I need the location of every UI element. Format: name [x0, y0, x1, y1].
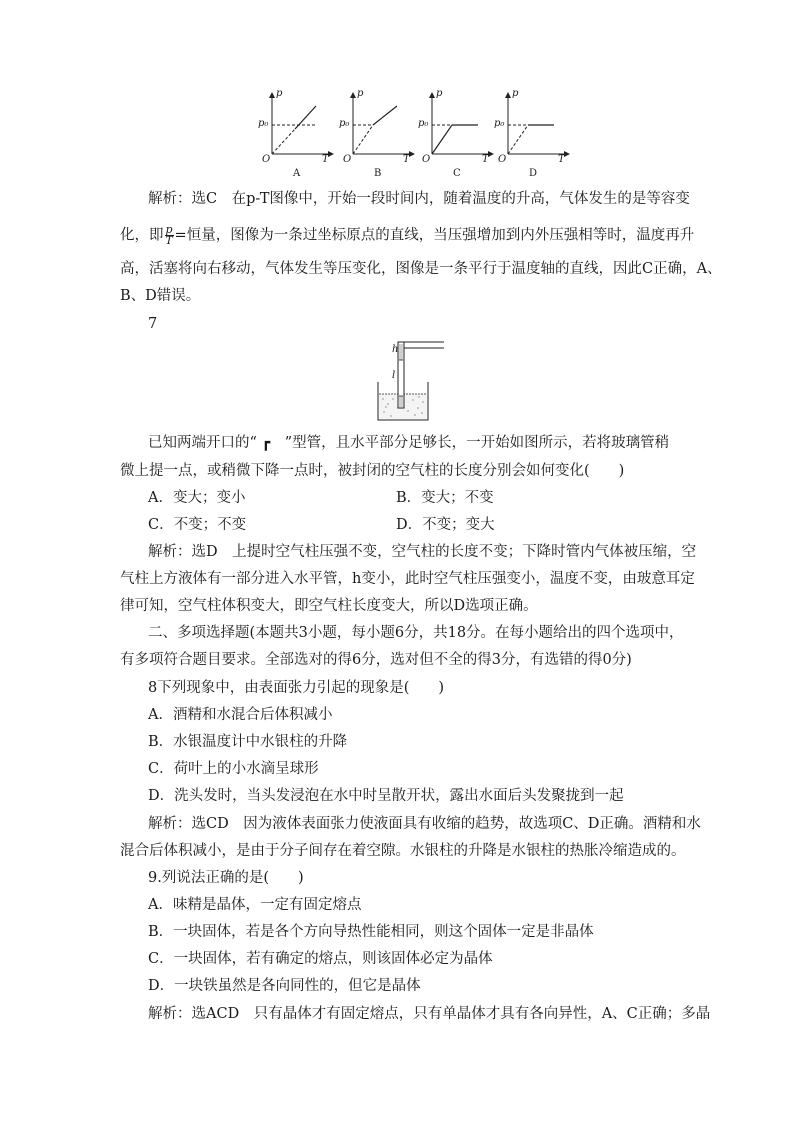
graph-letter: C: [453, 168, 461, 179]
p-axis-label: p: [512, 88, 519, 99]
q9-analysis-line1: 解析：选ACD 只有晶体才有固定熔点，只有单晶体才具有各向异性，A、C正确；多晶: [148, 1006, 711, 1022]
p0-label: p₀: [418, 118, 429, 129]
q7-analysis-line3: 律可知，空气柱体积变大，即空气柱长度变大，所以D选项正确。: [120, 598, 538, 614]
q6-analysis-line3: 高，活塞将向右移动，气体发生等压变化，图像是一条平行于温度轴的直线，因此C正确，A、: [120, 261, 722, 277]
p0-label: p₀: [494, 118, 505, 129]
graph-d: [494, 88, 570, 179]
p-over-t-fraction: [165, 225, 174, 246]
graph-letter: B: [374, 168, 382, 179]
q9-stem: 9.列说法正确的是( ): [148, 870, 304, 886]
origin-label: O: [262, 154, 271, 165]
graph-letter: D: [529, 168, 538, 179]
q7-stem-line1: 已知两端开口的“ ┏ ”型管，且水平部分足够长，一开始如图所示，若将玻璃管稍: [148, 435, 670, 451]
fraction-denominator: T: [165, 234, 173, 247]
section2-heading-line2: 有多项符合题目要求。全部选对的得6分，选对但不全的得3分，有选错的得0分): [120, 652, 632, 668]
q6-line2-prefix: 化，即: [120, 227, 164, 244]
q8-analysis-line2: 混合后体积减小，是由于分子间存在着空隙。水银柱的升降是水银柱的热胀冷缩造成的。: [120, 843, 686, 859]
graph-b: [339, 88, 415, 179]
p-axis-label: p: [357, 88, 364, 99]
p-axis-label: p: [436, 88, 443, 99]
q7-tube-figure: [370, 338, 445, 426]
q8-option-b: B．水银温度计中水银柱的升降: [148, 734, 348, 750]
q7-number: 7: [148, 316, 158, 332]
q6-line2-suffix: =恒量，图像为一条过坐标原点的直线，当压强增加到内外压强相等时，温度再升: [174, 227, 695, 244]
p-axis-label: p: [276, 88, 283, 99]
q9-option-c: C．一块固体，若有确定的熔点，则该固体必定为晶体: [148, 951, 493, 967]
t-axis-label: T: [322, 154, 329, 165]
l-label: l: [392, 370, 396, 381]
q7-analysis-line1: 解析：选D 上提时空气柱压强不变，空气柱的长度不变；下降时管内气体被压缩，空: [148, 544, 697, 560]
q7-option-c: C．不变；不变: [148, 517, 247, 533]
q8-option-d: D．洗头发时，当头发浸泡在水中时呈散开状，露出水面后头发聚拢到一起: [148, 788, 624, 804]
fraction-numerator: p: [165, 223, 173, 236]
q9-option-a: A．味精是晶体，一定有固定熔点: [148, 897, 362, 913]
q7-analysis-line2: 气柱上方液体有一部分进入水平管，h变小，此时空气柱压强变小，温度不变，由玻意耳定: [120, 571, 695, 587]
graph-c: [418, 88, 494, 179]
t-axis-label: T: [482, 154, 489, 165]
q6-analysis-line2: [120, 225, 694, 246]
q9-option-d: D．一块铁虽然是各向同性的，但它是晶体: [148, 978, 421, 994]
q8-option-a: A．酒精和水混合后体积减小: [148, 707, 333, 723]
q8-stem: 8下列现象中，由表面张力引起的现象是( ): [148, 680, 445, 696]
origin-label: O: [343, 154, 352, 165]
q7-option-d: D．不变；变大: [396, 517, 495, 533]
q6-analysis-line1: 解析：选C 在p-T图像中，开始一段时间内，随着温度的升高，气体发生的是等容变: [148, 191, 690, 207]
h-label: h: [392, 344, 399, 355]
q7-option-b: B．变大；不变: [396, 490, 494, 506]
graph-letter: A: [293, 168, 301, 179]
q7-stem-line2: 微上提一点，或稍微下降一点时，被封闭的空气柱的长度分别会如何变化( ): [120, 463, 625, 479]
t-axis-label: T: [403, 154, 410, 165]
q8-analysis-line1: 解析：选CD 因为液体表面张力使液面具有收缩的趋势，故选项C、D正确。酒精和水: [148, 816, 701, 832]
p0-label: p₀: [258, 118, 269, 129]
graph-a: [258, 88, 334, 179]
p0-label: p₀: [339, 118, 350, 129]
q8-option-c: C．荷叶上的小水滴呈球形: [148, 761, 319, 777]
origin-label: O: [498, 154, 507, 165]
origin-label: O: [422, 154, 431, 165]
q6-analysis-line4: B、D错误。: [120, 288, 201, 304]
q7-option-a: A．变大；变小: [148, 490, 246, 506]
q9-option-b: B．一块固体，若是各个方向导热性能相同，则这个固体一定是非晶体: [148, 924, 594, 940]
t-axis-label: T: [558, 154, 565, 165]
section2-heading-line1: 二、多项选择题(本题共3小题，每小题6分，共18分。在每小题给出的四个选项中，: [148, 625, 684, 641]
